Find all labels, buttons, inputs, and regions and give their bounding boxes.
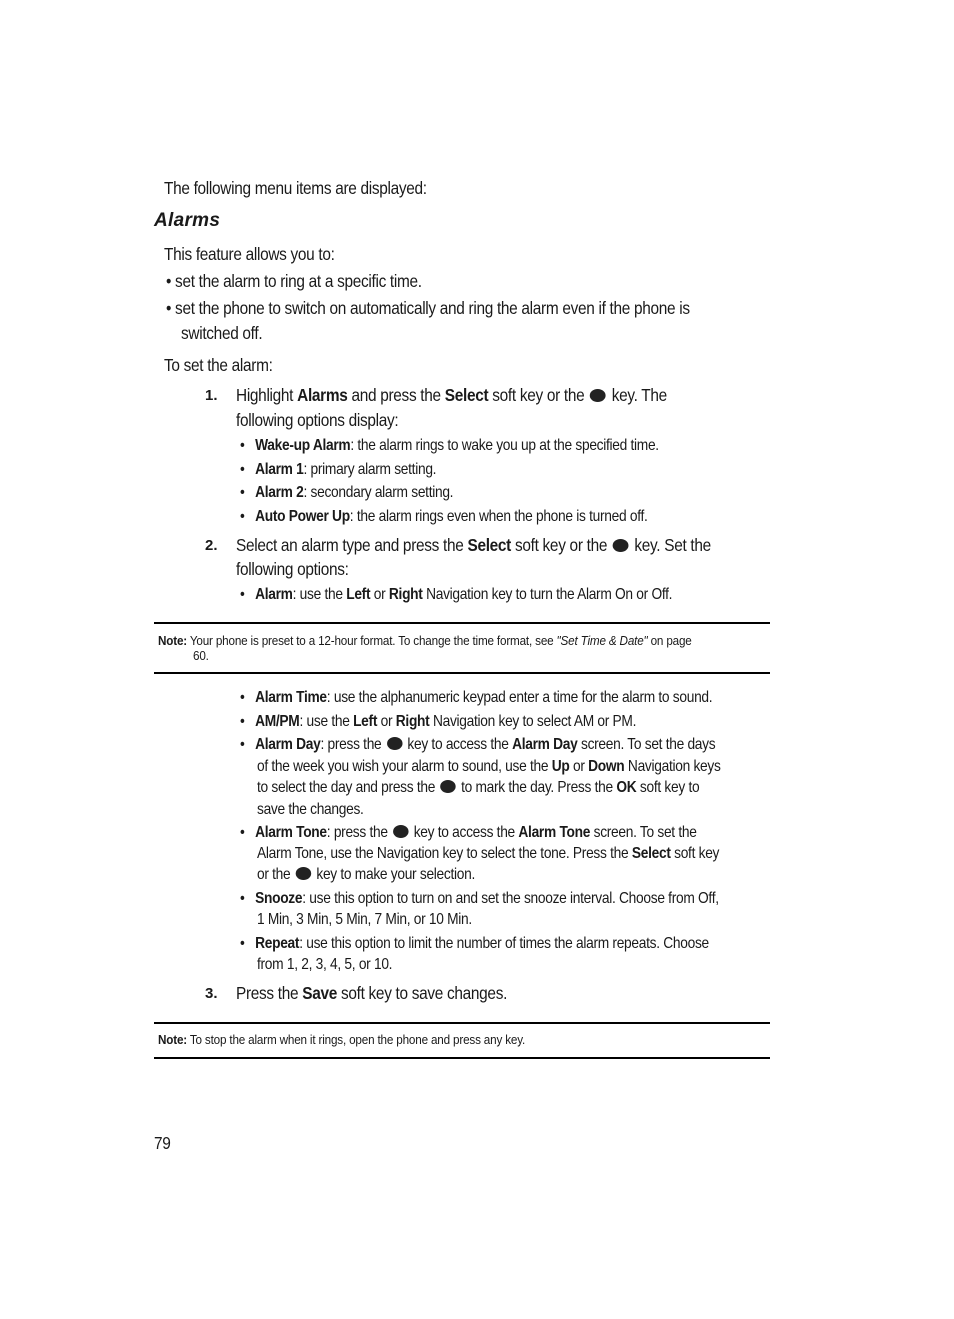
center-select-key-icon: [590, 389, 606, 402]
option-wakeup-alarm: • Wake-up Alarm: the alarm rings to wake you up at the specified time.: [240, 437, 659, 454]
intro-text: The following menu items are displayed:: [164, 178, 427, 198]
option-alarm: • Alarm: use the Left or Right Navigation key to turn the Alarm On or Off.: [240, 586, 673, 603]
option-repeat: • Repeat: use this option to limit the number of times the alarm repeats. Choose: [240, 935, 709, 952]
option-am-pm: • AM/PM: use the Left or Right Navigation key to select AM or PM.: [240, 713, 637, 730]
option-alarm-tone-line-3: or the key to make your selection.: [257, 866, 475, 883]
step-1-number: 1.: [205, 387, 218, 404]
option-alarm-time: • Alarm Time: use the alphanumeric keypad enter a time for the alarm to sound.: [240, 689, 713, 706]
option-alarm-day-line-4: save the changes.: [257, 801, 364, 818]
step-3-text: Press the Save soft key to save changes.: [236, 983, 508, 1003]
option-auto-power-up: • Auto Power Up: the alarm rings even when the phone is turned off.: [240, 508, 648, 525]
feature-bullet-1: • set the alarm to ring at a specific time.: [166, 271, 422, 291]
option-alarm-tone: • Alarm Tone: press the key to access the Alarm Tone screen. To set the: [240, 824, 697, 841]
option-alarm-day: • Alarm Day: press the key to access the Alarm Day screen. To set the days: [240, 736, 716, 753]
note-top-rule: [154, 622, 770, 624]
option-snooze: • Snooze: use this option to turn on and set the snooze interval. Choose from Off,: [240, 890, 719, 907]
step-3-number: 3.: [205, 985, 218, 1002]
center-select-key-icon: [440, 780, 455, 793]
feature-bullet-2-cont: switched off.: [181, 323, 263, 343]
feature-bullet-2: • set the phone to switch on automatically and ring the alarm even if the phone is: [166, 298, 690, 318]
option-snooze-line-2: 1 Min, 3 Min, 5 Min, 7 Min, or 10 Min.: [257, 911, 472, 928]
center-select-key-icon: [296, 867, 311, 880]
note-bottom-rule: [154, 672, 770, 674]
option-alarm-day-line-3: to select the day and press the to mark the day. Press the OK soft key to: [257, 779, 700, 796]
note-2-top-rule: [154, 1022, 770, 1024]
option-alarm-tone-line-2: Alarm Tone, use the Navigation key to select the tone. Press the Select soft key: [257, 845, 720, 862]
page-number: 79: [154, 1133, 171, 1153]
option-alarm-1: • Alarm 1: primary alarm setting.: [240, 461, 437, 478]
step-2-text: Select an alarm type and press the Select soft key or the key. Set the: [236, 535, 711, 555]
note-2: Note: To stop the alarm when it rings, open the phone and press any key.: [158, 1032, 526, 1047]
step-1-text: Highlight Alarms and press the Select soft key or the key. The: [236, 385, 667, 405]
note-1: Note: Your phone is preset to a 12-hour format. To change the time format, see "Set Time & Date" on page: [158, 633, 692, 648]
to-set-text: To set the alarm:: [164, 355, 273, 375]
note-1-cont: 60.: [193, 648, 209, 663]
note-2-bottom-rule: [154, 1057, 770, 1059]
option-alarm-2: • Alarm 2: secondary alarm setting.: [240, 484, 454, 501]
option-alarm-day-line-2: of the week you wish your alarm to sound, use the Up or Down Navigation keys: [257, 758, 721, 775]
feature-intro: This feature allows you to:: [164, 244, 335, 264]
step-2-text-cont: following options:: [236, 559, 349, 579]
section-heading: Alarms: [154, 210, 221, 231]
center-select-key-icon: [387, 737, 402, 750]
option-repeat-line-2: from 1, 2, 3, 4, 5, or 10.: [257, 956, 393, 973]
step-2-number: 2.: [205, 537, 218, 554]
center-select-key-icon: [613, 539, 629, 552]
step-1-text-cont: following options display:: [236, 410, 399, 430]
center-select-key-icon: [393, 825, 408, 838]
